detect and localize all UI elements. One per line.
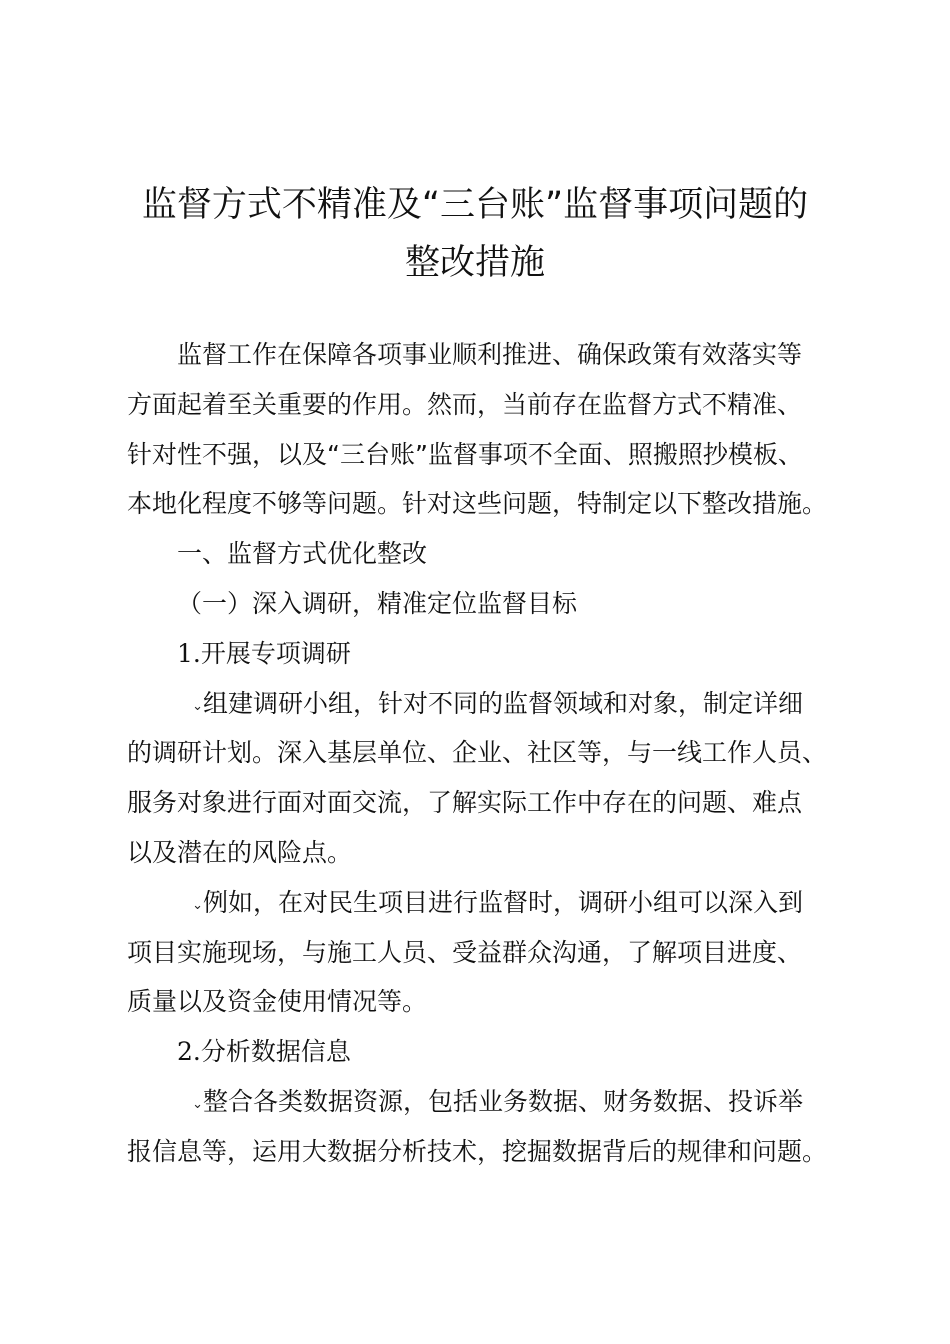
- intro-line-3: 针对性不强，以及“三台账”监督事项不全面、照搬照抄模板、: [127, 439, 803, 469]
- bullet3-line-2: 报信息等，运用大数据分析技术，挖掘数据背后的规律和问题。: [127, 1136, 828, 1166]
- bullet-icon: ⌄: [192, 1096, 203, 1112]
- item-number-2: 2.: [177, 1037, 201, 1067]
- bullet2-text-1: 例如，在对民生项目进行监督时，调研小组可以深入到: [203, 887, 804, 917]
- bullet1-line-4: 以及潜在的风险点。: [127, 837, 353, 867]
- bullet3-line-1: [127, 1077, 841, 1127]
- bullet2-line-1: [127, 878, 841, 928]
- title-line-2: 整改措施: [404, 243, 545, 283]
- title-line-1: 监督方式不精准及“三台账”监督事项问题的: [141, 185, 809, 225]
- item-label-2: 分析数据信息: [200, 1037, 351, 1067]
- item-heading-2: [127, 1027, 841, 1077]
- subsection-heading-1: （一）深入调研，精准定位监督目标: [177, 588, 578, 618]
- section-heading-1: 一、监督方式优化整改: [177, 539, 428, 569]
- bullet3-text-1: 整合各类数据资源，包括业务数据、财务数据、投诉举: [203, 1086, 804, 1116]
- bullet-icon: ⌄: [192, 897, 203, 913]
- intro-line-1: 监督工作在保障各项事业顺利推进、确保政策有效落实等: [177, 340, 803, 369]
- item-label-1: 开展专项调研: [200, 638, 351, 668]
- intro-line-2: 方面起着至关重要的作用。然而，当前存在监督方式不精准、: [127, 389, 803, 419]
- bullet1-line-2: 的调研计划。深入基层单位、企业、社区等，与一线工作人员、: [127, 738, 828, 768]
- document-title: [100, 176, 850, 292]
- item-number-1: 1.: [177, 638, 201, 668]
- bullet1-line-3: 服务对象进行面对面交流，了解实际工作中存在的问题、难点: [127, 788, 803, 818]
- intro-line-4: 本地化程度不够等问题。针对这些问题，特制定以下整改措施。: [127, 489, 828, 519]
- bullet-icon: ⌄: [192, 698, 203, 714]
- document-body: [127, 330, 841, 1177]
- bullet1-text-1: 组建调研小组，针对不同的监督领域和对象，制定详细: [203, 688, 804, 718]
- item-heading-1: [127, 629, 841, 679]
- bullet1-line-1: [127, 679, 841, 729]
- bullet2-line-2: 项目实施现场，与施工人员、受益群众沟通，了解项目进度、: [127, 937, 803, 967]
- bullet2-line-3: 质量以及资金使用情况等。: [127, 987, 428, 1017]
